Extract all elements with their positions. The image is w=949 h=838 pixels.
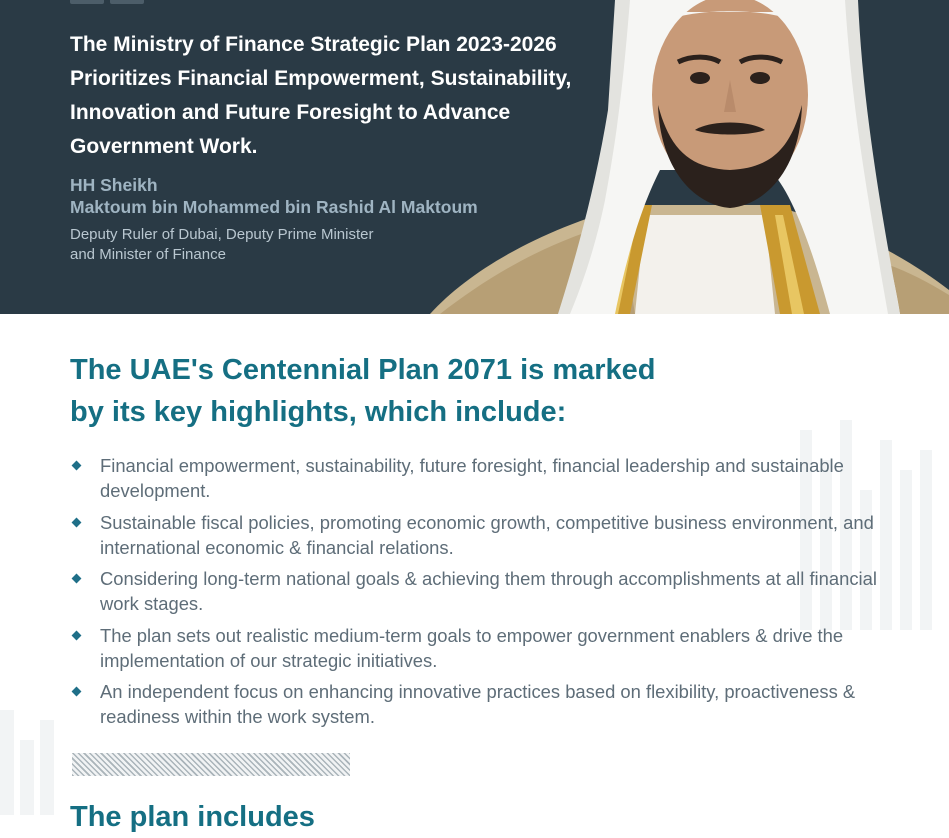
diamond-bullet-icon — [72, 687, 82, 697]
hero-headline: The Ministry of Finance Strategic Plan 2023-2026 Prioritizes Financial Empowerment, Sustainability, Innovation and Future Foresight to Advance Government Work. — [70, 33, 572, 158]
highlight-item — [70, 566, 880, 616]
plan-includes-heading: The plan includes — [70, 801, 315, 833]
diamond-bullet-icon — [72, 630, 82, 640]
person-role-line1: Deputy Ruler of Dubai, Deputy Prime Minister — [70, 226, 374, 243]
highlight-text: The plan sets out realistic medium-term goals to empower government enablers & drive the implementation of our strategic initiatives. — [100, 624, 844, 671]
highlight-item — [70, 679, 880, 729]
hatched-divider — [72, 753, 350, 776]
highlights-list — [70, 453, 880, 736]
highlight-text: Considering long-term national goals & achieving them through accomplishments at all financial work stages. — [100, 568, 877, 615]
diamond-bullet-icon — [72, 574, 82, 584]
person-name-line1: HH Sheikh — [70, 175, 158, 195]
person-role — [70, 225, 490, 265]
hero-tab-markers — [70, 0, 144, 4]
highlights-heading-line1: The UAE's Centennial Plan 2071 is marked — [70, 354, 656, 386]
highlights-heading — [70, 349, 790, 433]
hero-tab-marker — [110, 0, 144, 4]
highlight-item — [70, 453, 880, 503]
hero-banner — [0, 0, 949, 314]
highlight-text: Sustainable fiscal policies, promoting economic growth, competitive business environment, and international economic & financial relations. — [100, 511, 874, 558]
highlight-text: An independent focus on enhancing innovative practices based on flexibility, proactiveness & readiness within the work system. — [100, 681, 856, 728]
person-role-line2: and Minister of Finance — [70, 246, 226, 263]
highlight-item — [70, 623, 880, 673]
highlight-text: Financial empowerment, sustainability, future foresight, financial leadership and sustainable development. — [100, 455, 844, 501]
highlight-item — [70, 510, 880, 560]
diamond-bullet-icon — [72, 517, 82, 527]
person-name-line2: Maktoum bin Mohammed bin Rashid Al Maktoum — [70, 197, 478, 217]
hero-tab-marker — [70, 0, 104, 4]
portrait-photo — [430, 0, 949, 314]
diamond-bullet-icon — [72, 461, 82, 471]
highlights-heading-line2: by its key highlights, which include: — [70, 396, 567, 428]
